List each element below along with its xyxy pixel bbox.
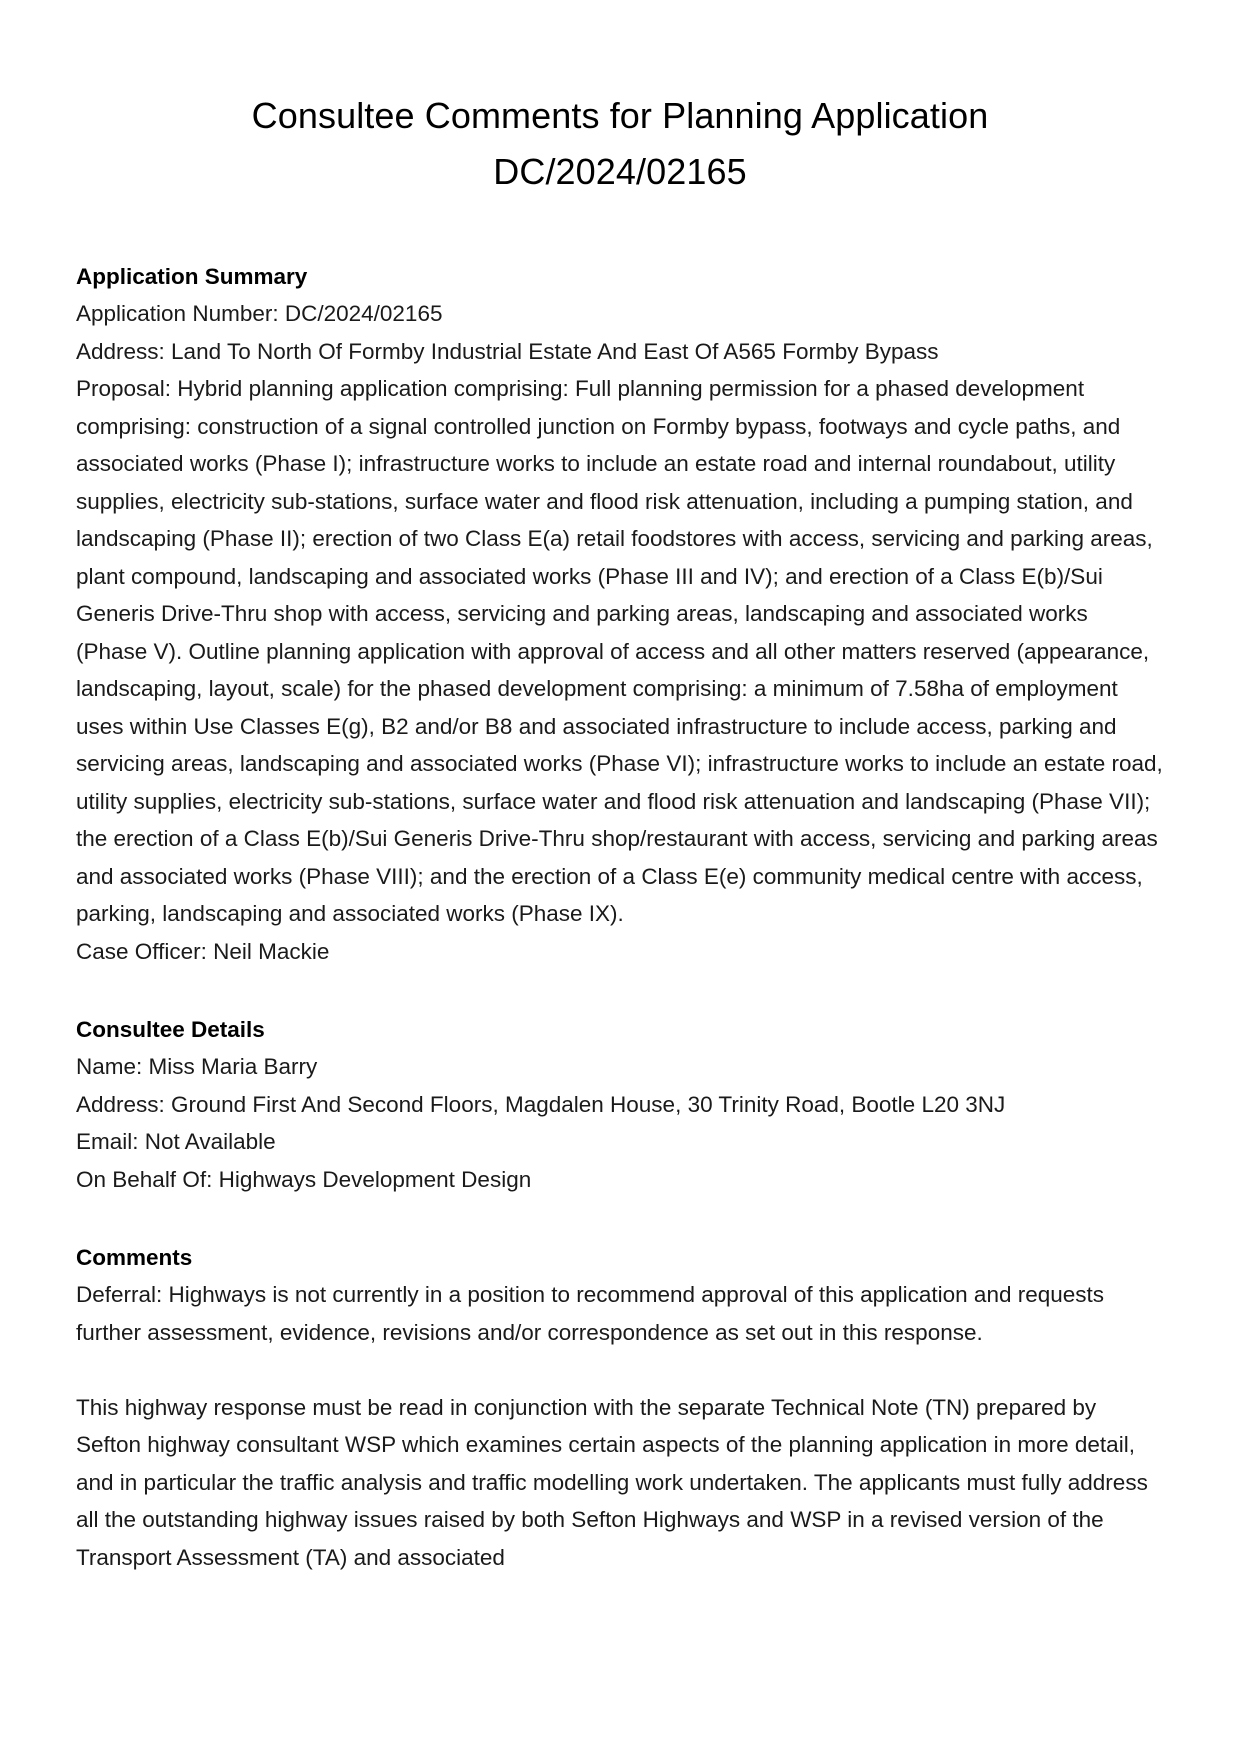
- consultee-details-heading: Consultee Details: [76, 1017, 265, 1042]
- consultee-details-section: [76, 1011, 1164, 1198]
- comments-heading: Comments: [76, 1245, 193, 1270]
- consultee-on-behalf-of: On Behalf Of: Highways Development Design: [76, 1166, 532, 1192]
- case-officer: Case Officer: Neil Mackie: [76, 938, 330, 964]
- consultee-email: Email: Not Available: [76, 1129, 276, 1154]
- comment-paragraph-deferral: Deferral: Highways is not currently in a position to recommend approval of this application and requests further assessment, evidence, revisions and/or correspondence as set out in this response.: [76, 1282, 1105, 1345]
- comments-section: [76, 1239, 1164, 1576]
- consultee-name: Name: Miss Maria Barry: [76, 1054, 318, 1079]
- comment-paragraph-technical-note: This highway response must be read in conjunction with the separate Technical Note (TN) prepared by Sefton highway consultant WSP which examines certain aspects of the planning application in more detail, and in particular the traffic analysis and traffic modelling work undertaken. The applicants must fully address all the outstanding highway issues raised by both Sefton Highways and WSP in a revised version of the Transport Assessment (TA) and associated: [76, 1394, 1148, 1570]
- application-address: Address: Land To North Of Formby Industrial Estate And East Of A565 Formby Bypass: [76, 338, 939, 364]
- document-title-line-2: DC/2024/02165: [493, 151, 747, 192]
- document-title-line-1: Consultee Comments for Planning Application: [251, 95, 989, 136]
- application-summary-heading: Application Summary: [76, 264, 308, 289]
- application-number: Application Number: DC/2024/02165: [76, 301, 443, 326]
- application-summary-section: [76, 258, 1164, 970]
- document-title: [76, 88, 1164, 200]
- application-proposal: Proposal: Hybrid planning application comprising: Full planning permission for a phased development comprising: construction of a signal controlled junction on Formby bypass, footways and cycle paths, and associated works (Phase I); infrastructure works to include an estate road and internal roundabout, utility supplies, electricity sub-stations, surface water and flood risk attenuation, including a pumping station, and landscaping (Phase II); erection of two Class E(a) retail foodstores with access, servicing and parking areas, plant compound, landscaping and associated works (Phase III and IV); and erection of a Class E(b)/Sui Generis Drive-Thru shop with access, servicing and parking areas, landscaping and associated works (Phase V). Outline planning application with approval of access and all other matters reserved (appearance, landscaping, layout, scale) for the phased development comprising: a minimum of 7.58ha of employment uses within Use Classes E(g), B2 and/or B8 and associated infrastructure to include access, parking and servicing areas, landscaping and associated works (Phase VI); infrastructure works to include an estate road, utility supplies, electricity sub-stations, surface water and flood risk attenuation and landscaping (Phase VII); the erection of a Class E(b)/Sui Generis Drive-Thru shop/restaurant with access, servicing and parking areas and associated works (Phase VIII); and the erection of a Class E(e) community medical centre with access, parking, landscaping and associated works (Phase IX).: [76, 376, 1163, 926]
- consultee-address: Address: Ground First And Second Floors, Magdalen House, 30 Trinity Road, Bootle L20 3NJ: [76, 1091, 1006, 1117]
